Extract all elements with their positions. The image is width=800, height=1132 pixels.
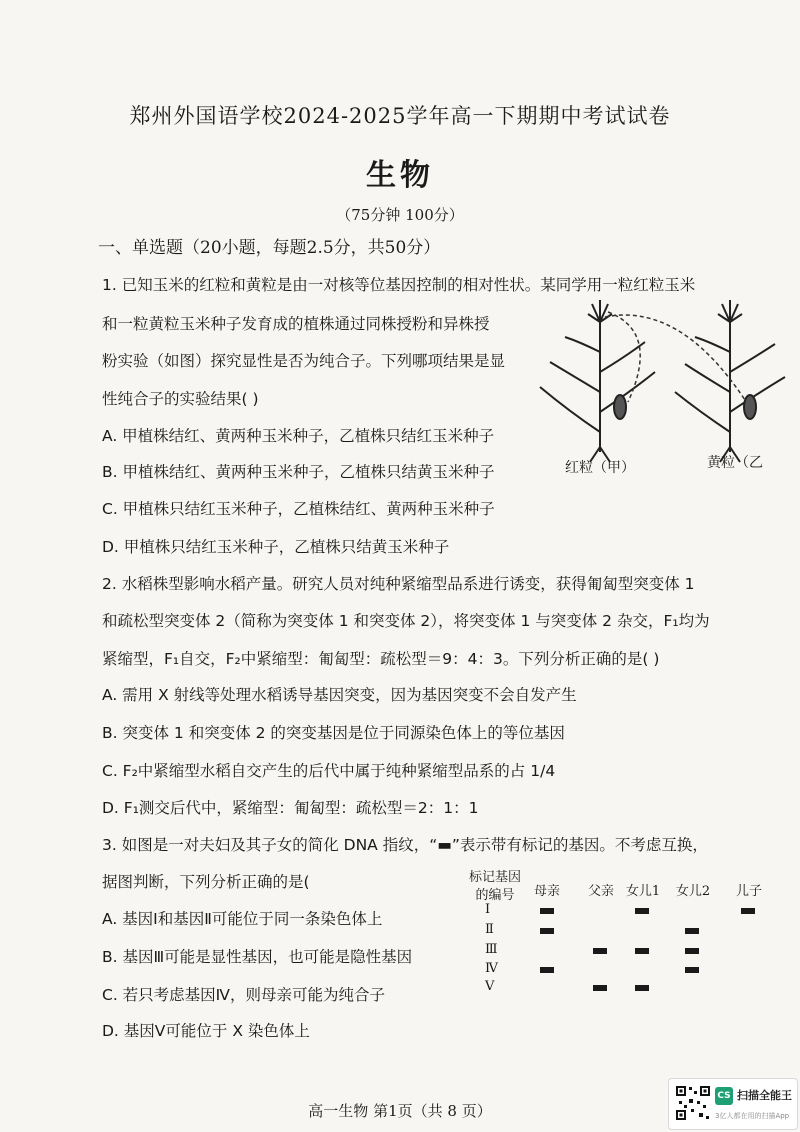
subject-title: 生物	[366, 158, 434, 193]
scanner-watermark	[668, 1078, 798, 1130]
figure-label-yellow: 黄粒（乙	[707, 455, 763, 471]
row-label-4: Ⅳ	[485, 961, 498, 976]
page-footer: 高一生物 第1页（共 8 页）	[308, 1102, 492, 1120]
gene-mark	[593, 948, 607, 954]
row-label-2: Ⅱ	[485, 922, 494, 937]
q2-option-b: B. 突变体 1 和突变体 2 的突变基因是位于同源染色体上的等位基因	[102, 724, 565, 742]
q3-line: 3. 如图是一对夫妇及其子女的简化 DNA 指纹，“▬”表示带有标记的基因。不考虑互换，	[102, 836, 708, 854]
q2-option-d: D. F₁测交后代中，紧缩型：匍匐型：疏松型＝2：1：1	[102, 799, 479, 817]
exam-duration: （75分钟 100分）	[336, 206, 464, 224]
row-label-3: Ⅲ	[485, 942, 498, 957]
q2-option-a: A. 需用 X 射线等处理水稻诱导基因突变，因为基因突变不会自发产生	[102, 686, 577, 704]
scanner-tagline: 3亿人都在用的扫描App	[715, 1112, 790, 1120]
figure-label-red: 红粒（甲）	[565, 460, 635, 476]
q3-line: 据图判断，下列分析正确的是(	[102, 873, 310, 891]
gene-mark	[685, 967, 699, 973]
column-daughter1: 女儿1	[625, 884, 661, 899]
q3-option-c: C. 若只考虑基因Ⅳ，则母亲可能为纯合子	[102, 986, 385, 1004]
q1-option-c: C. 甲植株只结红玉米种子，乙植株结红、黄两种玉米种子	[102, 500, 495, 518]
gene-mark	[635, 908, 649, 914]
q1-option-a: A. 甲植株结红、黄两种玉米种子，乙植株只结红玉米种子	[102, 427, 495, 445]
qr-code-icon	[675, 1085, 711, 1121]
row-label-1: Ⅰ	[485, 902, 491, 917]
q3-option-a: A. 基因Ⅰ和基因Ⅱ可能位于同一条染色体上	[102, 910, 383, 928]
q1-option-b: B. 甲植株结红、黄两种玉米种子，乙植株只结黄玉米种子	[102, 463, 495, 481]
gene-mark	[540, 967, 554, 973]
section-heading: 一、单选题（20小题，每题2.5分，共50分）	[98, 238, 441, 258]
gene-mark	[635, 985, 649, 991]
table-header-line2: 的编号	[475, 888, 515, 903]
table-header-line1: 标记基因	[468, 870, 521, 885]
scanner-logo: CS	[715, 1087, 733, 1105]
q1-line: 和一粒黄粒玉米种子发育成的植株通过同株授粉和异株授	[102, 315, 490, 333]
exam-title: 郑州外国语学校2024-2025学年高一下期期中考试试卷	[129, 104, 671, 128]
q2-line: 紧缩型，F₁自交，F₂中紧缩型：匍匐型：疏松型＝9：4：3。下列分析正确的是( )	[102, 650, 660, 668]
dna-fingerprint-figure	[450, 862, 780, 1002]
gene-mark	[540, 928, 554, 934]
column-daughter2: 女儿2	[675, 884, 711, 899]
scanner-name: 扫描全能王	[737, 1089, 792, 1102]
column-son: 儿子	[735, 884, 762, 899]
q1-line: 1. 已知玉米的红粒和黄粒是由一对核等位基因控制的相对性状。某同学用一粒红粒玉米	[102, 276, 696, 294]
gene-mark	[685, 948, 699, 954]
q1-option-d: D. 甲植株只结红玉米种子，乙植株只结黄玉米种子	[102, 538, 450, 556]
gene-mark	[685, 928, 699, 934]
q3-option-b: B. 基因Ⅲ可能是显性基因，也可能是隐性基因	[102, 948, 413, 966]
gene-mark	[593, 985, 607, 991]
row-label-5: Ⅴ	[485, 979, 495, 994]
q1-line: 性纯合子的实验结果( )	[102, 390, 259, 408]
column-mother: 母亲	[533, 884, 560, 899]
q2-option-c: C. F₂中紧缩型水稻自交产生的后代中属于纯种紧缩型品系的占 1/4	[102, 762, 556, 780]
q2-line: 和疏松型突变体 2（简称为突变体 1 和突变体 2），将突变体 1 与突变体 2 杂交，F₁均为	[102, 612, 710, 630]
corn-plant-right	[675, 300, 785, 462]
gene-mark	[540, 908, 554, 914]
gene-mark	[635, 948, 649, 954]
q1-line: 粉实验（如图）探究显性是否为纯合子。下列哪项结果是显	[102, 352, 506, 370]
column-father: 父亲	[587, 884, 614, 899]
q3-option-d: D. 基因Ⅴ可能位于 X 染色体上	[102, 1022, 310, 1040]
q2-line: 2. 水稻株型影响水稻产量。研究人员对纯种紧缩型品系进行诱变，获得匍匐型突变体 1	[102, 575, 695, 593]
corn-plant-left	[540, 300, 655, 462]
gene-mark	[741, 908, 755, 914]
